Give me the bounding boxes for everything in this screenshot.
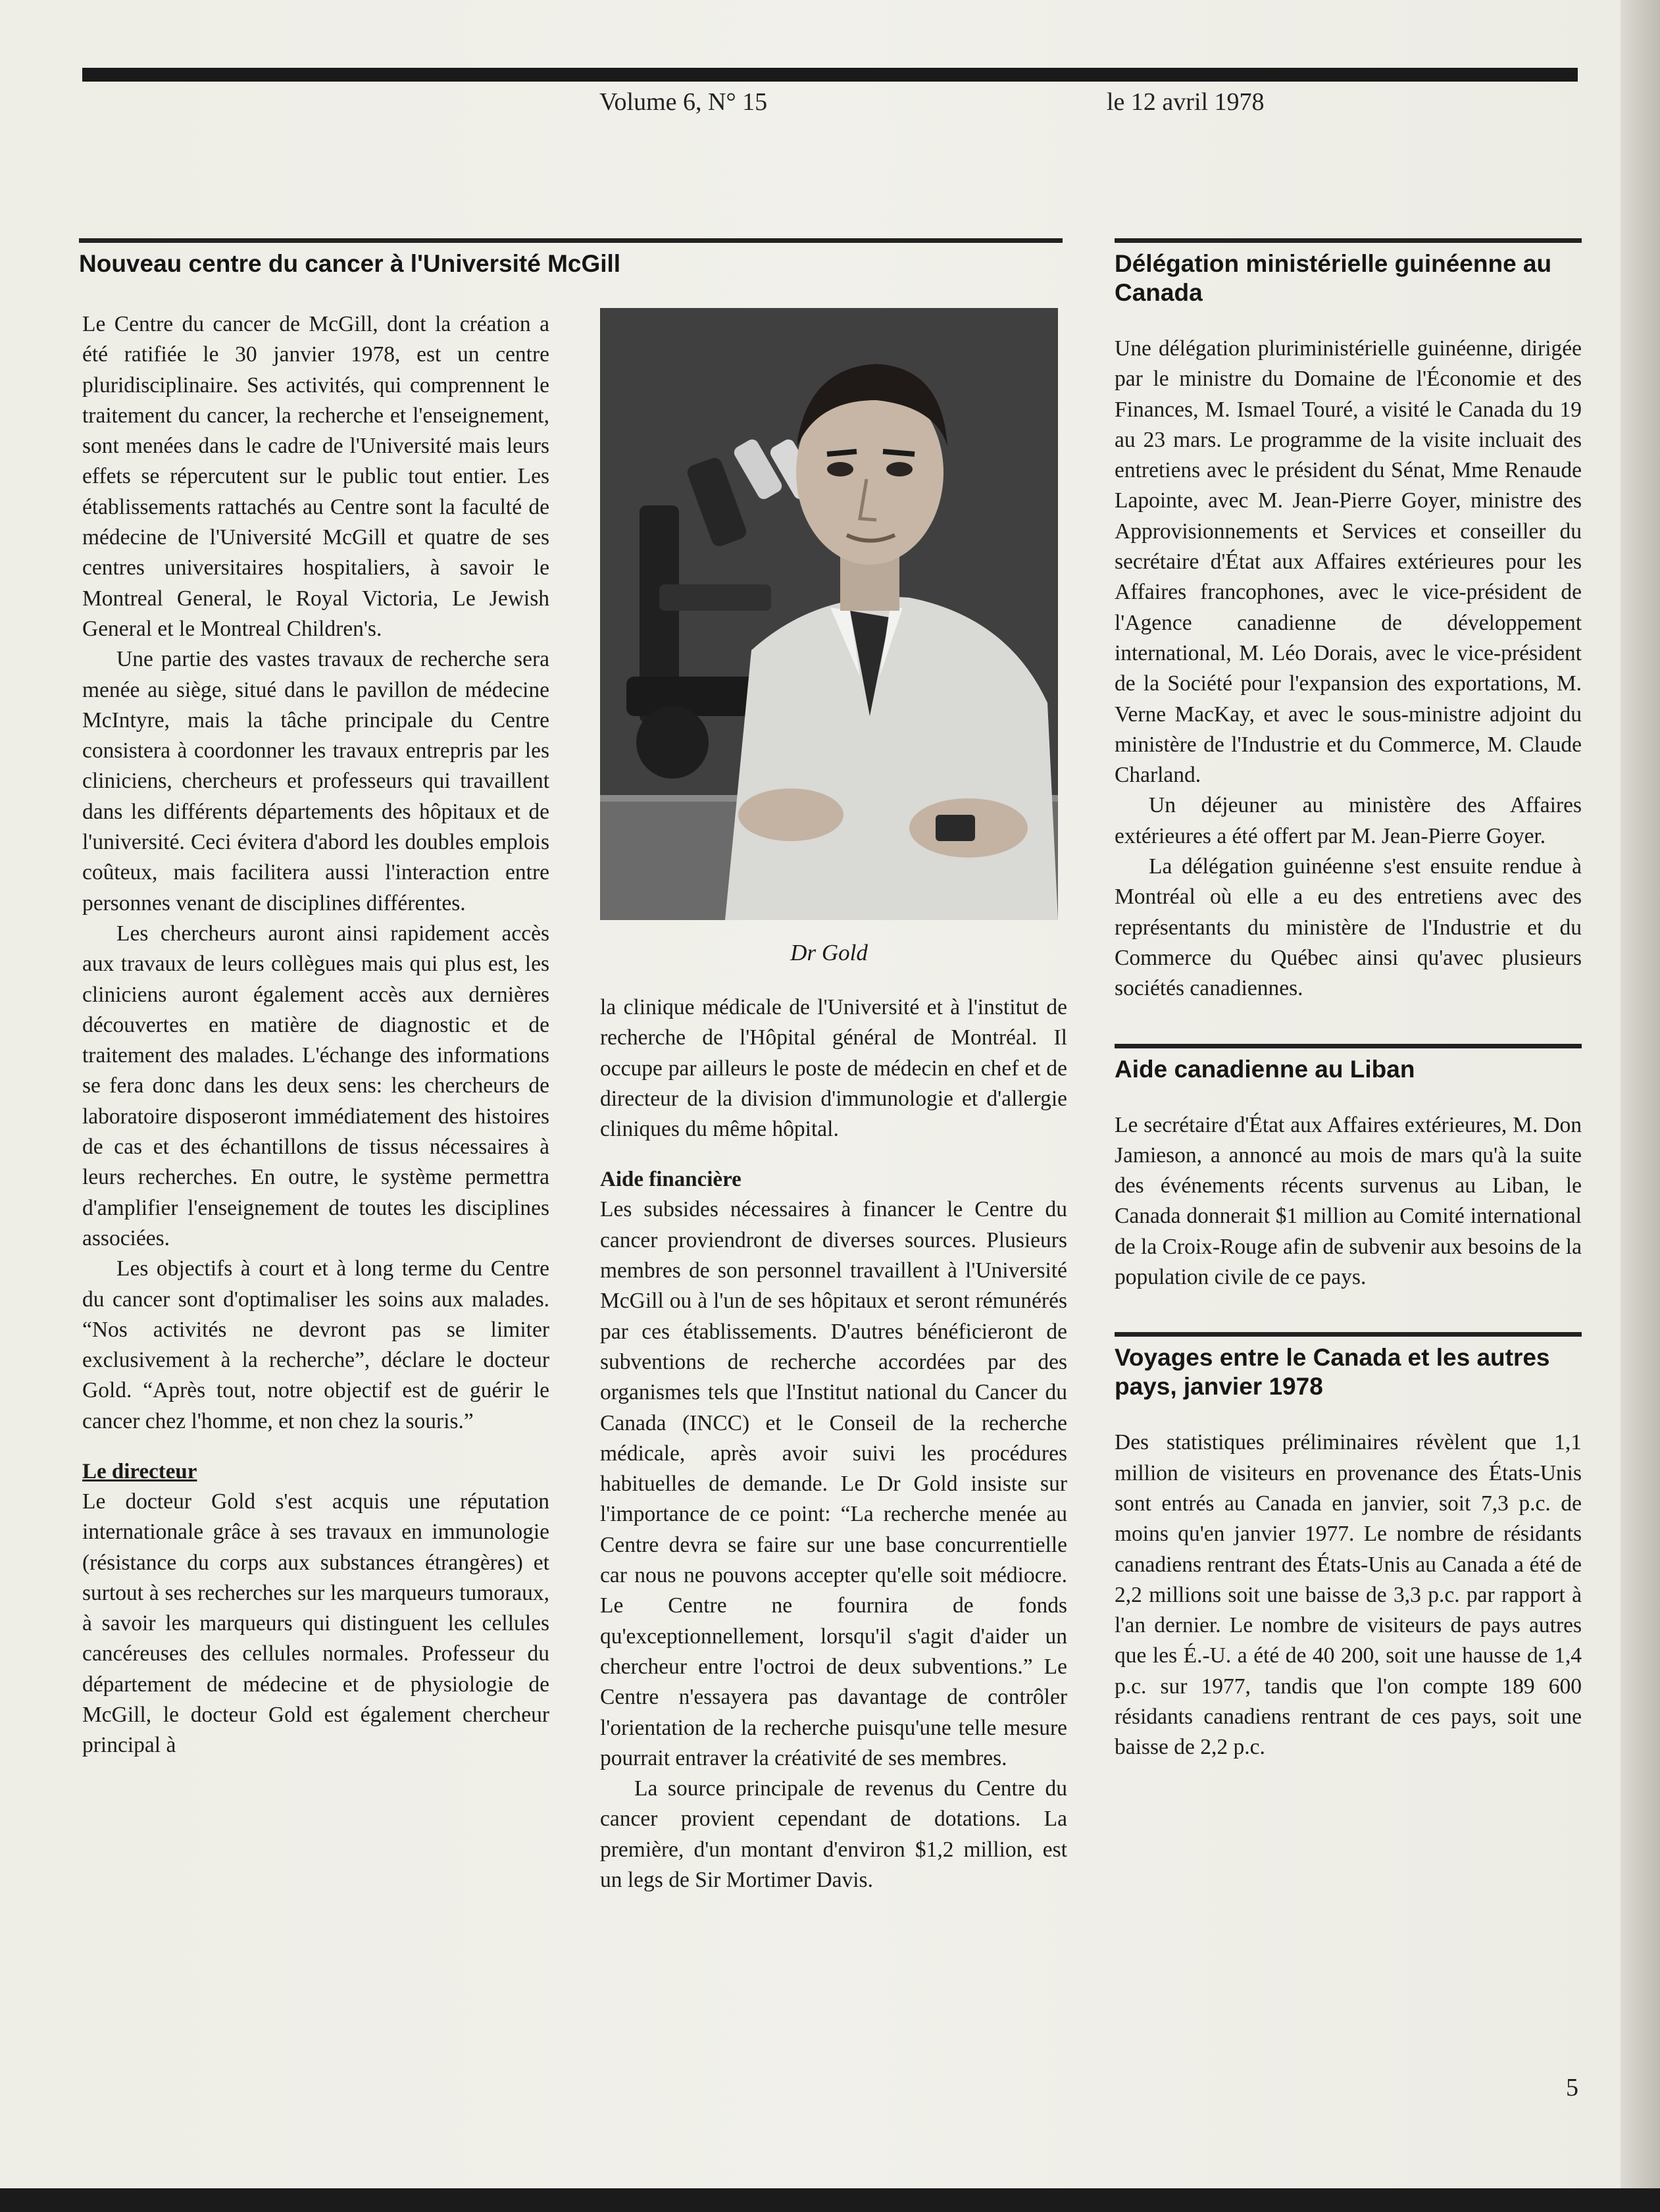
- masthead-rule: [82, 68, 1578, 82]
- guinee-article-title: Délégation ministérielle guinéenne au Canada: [1115, 250, 1552, 306]
- subhead-aide-financiere: Aide financière: [600, 1168, 742, 1192]
- issue-date: le 12 avril 1978: [1107, 88, 1265, 116]
- dr-gold-photo: [600, 308, 1058, 920]
- guinee-paragraph-2: Un déjeuner au ministère des Affaires extérieures a été offert par M. Jean-Pierre Goyer.: [1115, 793, 1582, 848]
- mcgill-article-header: [79, 238, 1063, 305]
- volume-number: Volume 6, N° 15: [599, 88, 768, 116]
- directeur-paragraph: Le docteur Gold s'est acquis une réputation internationale grâce à ses travaux en immunologie (résistance du corps aux substances étrangères) et surtout à ses recherches sur les marqueurs tumoraux, à savoir les marqueurs qui distinguent les cellules cancéreuses des cellules normales. Professeur du département de médecine et de physiologie de McGill, le docteur Gold est également chercheur principal à: [82, 1489, 549, 1758]
- mcgill-paragraph-2: Une partie des vastes travaux de recherche sera menée au siège, situé dans le pavillon de médecine McIntyre, mais la tâche principale du Centre consistera à coordonner les travaux entrepris par les cliniciens, chercheurs et professeurs qui travaillent dans les différents départements des hôpitaux et de l'université. Ceci évitera d'abord les doubles emplois coûteux, mais facilitera aussi l'interaction entre personnes venant de disciplines différentes.: [82, 647, 549, 915]
- guinee-paragraph-3: La délégation guinéenne s'est ensuite rendue à Montréal où elle a eu des entretiens avec des représentants du ministère de l'Industrie et du Commerce du Québec ainsi qu'avec plusieurs sociétés canadiennes.: [1115, 854, 1582, 1001]
- directeur-continuation: la clinique médicale de l'Université et à l'institut de recherche de l'Hôpital général de Montréal. Il occupe par ailleurs le poste de médecin en chef et de directeur de la division d'immunologie et d'allergie cliniques du même hôpital.: [600, 995, 1067, 1142]
- column-1: [82, 309, 549, 1761]
- mcgill-article-title: Nouveau centre du cancer à l'Université McGill: [79, 250, 621, 277]
- liban-article-title: Aide canadienne au Liban: [1115, 1055, 1415, 1083]
- liban-paragraph: Le secrétaire d'État aux Affaires extérieures, M. Don Jamieson, a annoncé au mois de mars qu'à la suite des événements récents survenus au Liban, le Canada donnerait $1 million au Comité international de la Croix-Rouge afin de subvenir aux besoins de la population civile de ce pays.: [1115, 1112, 1582, 1290]
- mcgill-paragraph-1: Le Centre du cancer de McGill, dont la création a été ratifiée le 30 janvier 1978, est un centre pluridisciplinaire. Ses activités, qui comprennent le traitement du cancer, la recherche et l'enseignement, sont menées dans le cadre de l'Université mais leurs effets se répercutent sur le public tout entier. Les établissements rattachés au Centre sont la faculté de médecine de l'Université McGill et quatre de ses centres universitaires hospitaliers, à savoir le Montreal General, le Royal Victoria, Le Jewish General et le Montreal Children's.: [82, 312, 549, 641]
- aide-paragraph-1: Les subsides nécessaires à financer le Centre du cancer proviendront de diverses sources. Plusieurs membres de son personnel travaillent à l'Université McGill ou à l'un de ses hôpitaux et seront rémunérés par ces établissements. D'autres bénéficieront de subventions de recherche accordées par des organismes tels que l'Institut national du Cancer du Canada (INCC) et le Conseil de la recherche médicale, après avoir suivi les procédures habituelles de demande. Le Dr Gold insiste sur l'importance de ce point: “La recherche menée au Centre devra se faire sur une base concurrentielle car nous ne pouvons accepter qu'elle soit médiocre. Le Centre ne fournira de fonds qu'exceptionnellement, lorsqu'il s'agit d'aider un chercheur entre l'octroi de deux subventions.” Le Centre n'essayera pas davantage de contrôler l'orientation de la recherche puisqu'une telle mesure pourrait entraver la créativité de ses membres.: [600, 1197, 1067, 1770]
- section-rule: [1115, 238, 1582, 243]
- voyages-paragraph: Des statistiques préliminaires révèlent que 1,1 million de visiteurs en provenance des États-Unis sont entrés au Canada en janvier, soit 7,3 p.c. de moins qu'en janvier 1977. Le nombre de résidants canadiens rentrant des États-Unis au Canada a été de 2,2 millions soit une baisse de 3,3 p.c. par rapport à l'an dernier. Le nombre de visiteurs de pays autres que les É.-U. a été de 40 200, soit une hausse de 1,4 p.c. sur 1977, tandis que l'on compte 189 600 résidants canadiens rentrant de ces pays, soit une baisse de 2,2 p.c.: [1115, 1430, 1582, 1760]
- page-number: 5: [1566, 2074, 1578, 2101]
- section-rule: [1115, 1332, 1582, 1337]
- column-3: [1115, 238, 1582, 1763]
- column-2: [600, 992, 1067, 1895]
- section-rule: [1115, 1044, 1582, 1048]
- subhead-directeur: Le directeur: [82, 1459, 197, 1483]
- voyages-article-title: Voyages entre le Canada et les autres pays, janvier 1978: [1115, 1344, 1550, 1401]
- section-rule: [79, 238, 1063, 243]
- guinee-paragraph-1: Une délégation pluriministérielle guinéenne, dirigée par le ministre du Domaine de l'Économie et des Finances, M. Ismael Touré, a visité le Canada du 19 au 23 mars. Le programme de la visite incluait des entretiens avec le président du Sénat, Mme Renaude Lapointe, avec M. Jean-Pierre Goyer, ministre des Approvisionnements et Services et conseiller du secrétaire d'État aux Affaires extérieures pour les Affaires francophones, avec le vice-président de l'Agence canadienne de développement international, M. Léo Dorais, avec le vice-président de la Société pour l'expansion des exportations, M. Verne MacKay, et avec le sous-ministre adjoint du ministère de l'Industrie et du Commerce, M. Claude Charland.: [1115, 336, 1582, 788]
- scan-bottom-border: [0, 2188, 1660, 2212]
- photo-caption: Dr Gold: [790, 940, 868, 965]
- portrait-illustration: [600, 308, 1058, 920]
- mcgill-paragraph-4: Les objectifs à court et à long terme du Centre du cancer sont d'optimaliser les soins aux malades. “Nos activités ne devront pas se limiter exclusivement à la recherche”, déclare le docteur Gold. “Après tout, notre objectif est de guérir le cancer chez l'homme, et non chez la souris.”: [82, 1256, 549, 1433]
- aide-paragraph-2: La source principale de revenus du Centre du cancer provient cependant de dotations. La première, d'un montant d'environ $1,2 million, est un legs de Sir Mortimer Davis.: [600, 1776, 1067, 1893]
- page-edge-shadow: [1621, 0, 1660, 2212]
- mcgill-paragraph-3: Les chercheurs auront ainsi rapidement accès aux travaux de leurs collègues mais qui plus est, les cliniciens auront également accès aux dernières découvertes en matière de diagnostic et de traitement des malades. L'échange des informations se fera donc dans les deux sens: les chercheurs de laboratoire disposeront immédiatement des histoires de cas et des échantillons de tissus nécessaires à leurs recherches. En outre, le système permettra d'amplifier l'enseignement de toutes les disciplines associées.: [82, 921, 549, 1250]
